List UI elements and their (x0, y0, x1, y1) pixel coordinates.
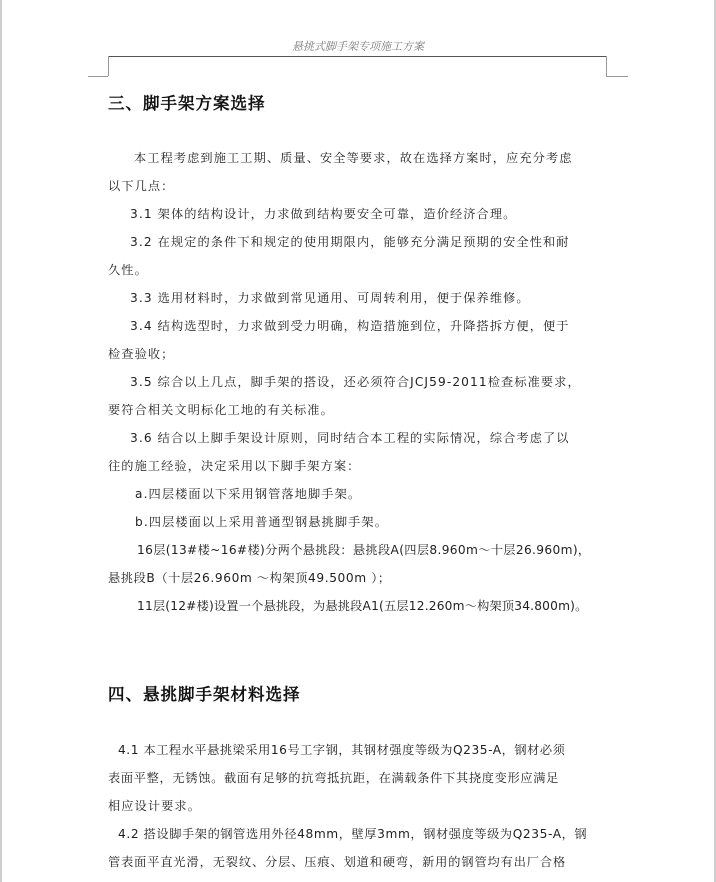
paragraph-3-5-line-2: 要符合相关文明标化工地的有关标准。 (108, 403, 334, 417)
paragraph-3-6-line-2: 往的施工经验，决定采用以下脚手架方案： (108, 459, 361, 473)
paragraph-3-2-line-2: 久性。 (108, 263, 148, 277)
paragraph-option-a: a.四层楼面以下采用钢管落地脚手架。 (135, 487, 362, 501)
header-rule (108, 56, 606, 57)
paragraph-4-1-line-3: 相应设计要求。 (108, 799, 202, 813)
paragraph-4-1-line-2: 表面平整，无锈蚀。截面有足够的抗弯抵抗距，在满载条件下其挠度变形应满足 (108, 771, 560, 785)
paragraph-4-1-line-1: 4.1 本工程水平悬挑梁采用16号工字钢，其钢材强度等级为Q235-A，钢材必须 (118, 743, 566, 757)
running-header: 悬挑式脚手架专项施工方案 (292, 40, 424, 53)
paragraph-3-6-line-1: 3.6 结合以上脚手架设计原则，同时结合本工程的实际情况，综合考虑了以 (130, 431, 570, 445)
paragraph-11-floor: 11层(12#楼)设置一个悬挑段，为悬挑段A1(五层12.260m～构架顶34.800m)。 (137, 599, 588, 613)
section-3-title: 三、脚手架方案选择 (108, 94, 266, 113)
section-4-title: 四、悬挑脚手架材料选择 (108, 685, 301, 704)
page-left-edge (0, 0, 2, 882)
paragraph-3-5-line-1: 3.5 综合以上几点，脚手架的搭设，还必须符合JCJ59-2011检查标准要求， (130, 375, 581, 389)
paragraph-3-2-line-1: 3.2 在规定的条件下和规定的使用期限内，能够充分满足预期的安全性和耐 (130, 235, 570, 249)
paragraph-3-4-line-2: 检查验收； (108, 347, 175, 361)
paragraph-4-2-line-1: 4.2 搭设脚手架的钢管选用外径48mm，壁厚3mm，钢材强度等级为Q235-A，钢 (118, 827, 588, 841)
paragraph-4-2-line-2: 管表面平直光滑，无裂纹、分层、压痕、划道和硬弯，新用的钢管均有出厂合格 (108, 855, 567, 869)
corner-mark-right (606, 76, 628, 77)
paragraph-3-3: 3.3 选用材料时，力求做到常见通用、可周转利用，便于保养维修。 (130, 291, 530, 305)
corner-mark-left-vertical (108, 56, 109, 76)
paragraph-3-1: 3.1 架体的结构设计，力求做到结构要安全可靠，造价经济合理。 (130, 207, 517, 221)
paragraph-intro-line-2: 以下几点： (108, 179, 175, 193)
paragraph-intro-line-1: 本工程考虑到施工工期、质量、安全等要求，故在选择方案时，应充分考虑 (134, 151, 573, 165)
corner-mark-right-vertical (606, 56, 607, 76)
paragraph-3-4-line-1: 3.4 结构选型时，力求做到受力明确，构造措施到位，升降搭拆方便，便于 (130, 319, 570, 333)
paragraph-option-b: b.四层楼面以上采用普通型钢悬挑脚手架。 (135, 515, 388, 529)
paragraph-16-floor-line-1: 16层(13#楼~16#楼)分两个悬挑段：悬挑段A(四层8.960m～十层26.960m)， (137, 543, 591, 557)
corner-mark-left (88, 76, 108, 77)
paragraph-16-floor-line-2: 悬挑段B（十层26.960m ～构架顶49.500m ）； (108, 571, 391, 585)
